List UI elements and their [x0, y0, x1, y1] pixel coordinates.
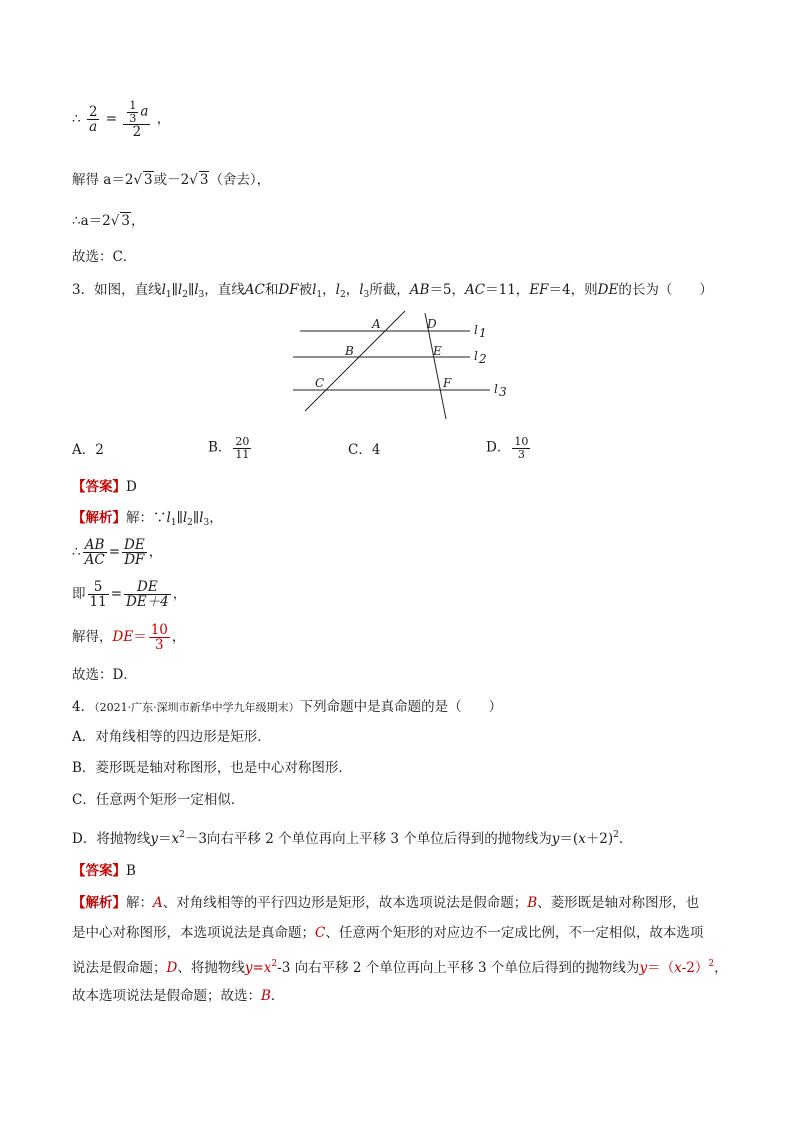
denominator: 3	[129, 111, 137, 125]
coefficient: 2	[102, 213, 111, 229]
subscript: 1	[316, 290, 323, 300]
choose-line	[72, 247, 136, 267]
variable-de: DE	[112, 629, 134, 646]
subscript: 1	[165, 290, 172, 300]
numerator: 2	[88, 103, 98, 120]
variable-y: y	[150, 831, 158, 847]
text: 、菱形既是轴对称图形，也	[537, 895, 700, 911]
denominator: 11	[235, 447, 250, 461]
text: 所截，	[369, 282, 410, 298]
fraction-ab-ac	[83, 538, 107, 567]
segment-ac: AC	[465, 282, 486, 298]
analysis-tag: 【解析】	[72, 895, 126, 911]
l-symbol: l	[194, 282, 199, 298]
numerator: 10	[514, 435, 529, 448]
text: ，	[148, 544, 163, 561]
text: -2）	[681, 960, 709, 976]
radicand: 3	[199, 172, 209, 188]
text: 说法是假命题；	[72, 960, 167, 976]
segment-df: DF	[278, 282, 299, 298]
label-l1: l	[474, 323, 478, 337]
option-d[interactable]	[486, 436, 532, 460]
text: 被	[298, 282, 313, 298]
numerator: 1	[129, 99, 137, 112]
denominator: 11	[89, 594, 107, 611]
option-ref: B	[527, 895, 538, 911]
subscript: 3	[198, 290, 205, 300]
option-ref: D	[166, 960, 178, 976]
option-ref: C	[315, 925, 326, 941]
segment-ab: AB	[409, 282, 430, 298]
text: 解：	[126, 895, 153, 911]
parallel-sign: ∥	[192, 510, 200, 526]
variable-y: y	[244, 960, 253, 976]
fraction-de-df	[122, 538, 147, 567]
text: D．将抛物线	[72, 831, 151, 847]
exponent: 2	[708, 959, 715, 969]
equation-ratio	[72, 538, 162, 567]
denominator: DE＋4	[126, 594, 169, 611]
exponent: 2	[271, 959, 278, 969]
denominator: 2	[132, 124, 142, 141]
equation-proportion	[72, 100, 170, 139]
option-d-q4[interactable]	[72, 825, 632, 849]
numerator: AB	[83, 538, 107, 553]
text: 3．如图，直线	[72, 282, 162, 298]
subscript: 3	[363, 290, 370, 300]
text: ，	[345, 282, 360, 298]
analysis-q4-line2	[72, 923, 703, 943]
parallel-sign: ∥	[187, 282, 195, 298]
analysis-tag: 【解析】	[72, 510, 126, 526]
text: A．对角线相等的四边形是矩形．	[72, 729, 271, 745]
denominator: DF	[124, 552, 145, 569]
solved-line	[72, 623, 185, 652]
fraction-one-third	[127, 100, 138, 124]
equals-sign: =	[105, 111, 118, 128]
compound-numerator	[123, 100, 150, 125]
numerator: 20	[235, 435, 250, 448]
text: 解得，	[72, 629, 113, 646]
fraction-2-over-a	[87, 105, 100, 134]
option-c[interactable]	[348, 440, 380, 460]
coefficient: 2	[180, 172, 190, 188]
option-a-text: A．2	[72, 442, 104, 458]
therefore-sign: ∴	[72, 544, 81, 561]
exponent: 2	[613, 830, 619, 840]
subscript: 2	[339, 290, 346, 300]
answer-value: B	[126, 863, 136, 879]
text: -3 向右平移 2 个单位再向上平移 3 个单位后得到的抛物线为	[277, 960, 640, 976]
text: ＝（	[647, 960, 675, 976]
text: ，直线	[204, 282, 245, 298]
text: ，	[322, 282, 336, 298]
text: 或－	[153, 172, 181, 188]
answer-value: D	[126, 479, 137, 495]
label-f: F	[443, 376, 452, 390]
text: 、对角线相等的平行四边形是矩形，故本选项说法是假命题；	[162, 895, 528, 911]
label-b: B	[345, 344, 354, 358]
variable-x: x	[171, 831, 180, 847]
variable-x: x	[578, 831, 586, 847]
parallel-lines-figure	[285, 308, 515, 423]
equals-sign: ＝	[157, 831, 172, 847]
text: 故本选项说法是假命题；故选：	[72, 988, 261, 1004]
text: B．菱形既是轴对称图形，也是中心对称图形．	[72, 760, 352, 776]
l-symbol: l	[161, 282, 166, 298]
analysis-q4-line1	[72, 893, 699, 913]
text: C．任意两个矩形一定相似．	[72, 792, 245, 808]
numerator: 10	[150, 622, 168, 638]
text: 即	[72, 586, 86, 603]
compound-fraction	[123, 100, 150, 139]
denominator: AC	[84, 552, 105, 569]
text: ，	[209, 510, 223, 526]
text: 和	[264, 282, 279, 298]
text: ．	[270, 988, 285, 1004]
text: 解得 a＝	[72, 172, 125, 188]
text: =	[252, 960, 264, 976]
answer-line-q4	[72, 861, 136, 881]
punctuation: ，	[156, 111, 171, 128]
segment-de: DE	[597, 282, 619, 298]
option-a-q4[interactable]	[72, 727, 271, 747]
numerator: DE	[124, 580, 171, 595]
option-ref: A	[153, 895, 163, 911]
coefficient: 2	[124, 172, 134, 188]
variable-x: x	[674, 960, 682, 976]
subscript: 2	[187, 518, 193, 528]
text: ，	[714, 960, 728, 976]
question-3-stem	[72, 280, 713, 305]
exponent: 2	[179, 830, 185, 840]
label-l3: l	[494, 382, 498, 396]
text: ＝5，	[429, 282, 466, 298]
text: 、任意两个矩形的对应边不一定成比例，不一定相似，故本选项	[325, 925, 704, 941]
label-e: E	[433, 344, 442, 358]
label-a: A	[372, 317, 381, 331]
equals-sign: ＝	[133, 629, 147, 646]
label-l1-sub: 1	[479, 326, 487, 340]
numerator: 5	[88, 580, 109, 595]
variable-y: y	[551, 831, 560, 847]
text: ∴a＝	[72, 213, 103, 229]
subscript: 3	[203, 518, 210, 528]
text: ＝11，	[485, 282, 530, 298]
equals-sign: =	[110, 586, 122, 603]
text: ，	[172, 586, 187, 603]
label-d: D	[427, 317, 437, 331]
equals-sign: =	[108, 544, 120, 561]
question-4-stem	[72, 697, 502, 718]
answer-tag: 【答案】	[72, 479, 126, 495]
result-line: ∴a＝2√ 3，	[72, 213, 145, 229]
answer-tag: 【答案】	[72, 863, 126, 879]
solution-line: 解得 a＝2√ 3或－2√ 3（舍去），	[72, 172, 271, 188]
parallel-sign: ∥	[176, 510, 183, 526]
denominator: a	[89, 119, 98, 136]
text: 、将抛物线	[177, 960, 245, 976]
analysis-q4-line4	[72, 986, 284, 1006]
option-b-q4[interactable]	[72, 758, 352, 778]
text: 解：∵	[126, 510, 167, 526]
numerator: DE	[124, 537, 145, 553]
label-l2: l	[474, 349, 478, 363]
text: ＋2)	[585, 831, 614, 847]
choose-line-q3	[72, 665, 137, 685]
analysis-line-q3	[72, 508, 223, 533]
text: 是中心对称图形，本选项说法是真命题；	[72, 925, 315, 941]
variable-x: x	[263, 960, 272, 976]
segment-ac: AC	[244, 282, 265, 298]
text: ，	[171, 629, 186, 646]
text: 下列命题中是真命题的是（ ）	[299, 699, 503, 715]
equation-substituted	[72, 580, 186, 609]
option-b[interactable]	[208, 436, 253, 460]
radicand: 3	[121, 213, 130, 229]
option-c-text: C．4	[348, 442, 381, 458]
denominator: 3	[154, 637, 164, 654]
text: 故选：D．	[72, 667, 137, 683]
text: 的长为（ ）	[618, 282, 713, 298]
option-a[interactable]	[72, 440, 104, 460]
option-b-label: B．	[208, 439, 232, 456]
option-c-q4[interactable]	[72, 790, 244, 810]
denominator: 3	[517, 447, 525, 461]
fraction-de-over-de-plus-4	[124, 580, 171, 609]
text: ＝4，则	[548, 282, 598, 298]
l-symbol: l	[166, 510, 171, 526]
fraction-10-over-3	[512, 436, 530, 460]
label-c: C	[315, 376, 325, 390]
radicand: 3	[144, 172, 153, 188]
fraction-10-3	[149, 623, 170, 652]
variable-y: y	[639, 960, 648, 976]
label-l2-sub: 2	[479, 352, 487, 366]
parallel-sign: ∥	[171, 282, 178, 298]
question-source: （2021·广东·深圳市新华中学九年级期末）	[94, 701, 300, 714]
l-symbol: l	[199, 510, 204, 526]
text: （舍去），	[209, 172, 271, 188]
l-symbol: l	[177, 282, 183, 298]
segment-ef: EF	[529, 282, 549, 298]
text: －3	[184, 831, 207, 847]
l-symbol: l	[335, 282, 340, 298]
subscript: 2	[182, 290, 188, 300]
option-d-label: D．	[486, 439, 511, 456]
analysis-q4-line3	[72, 954, 728, 978]
l-symbol: l	[312, 282, 317, 298]
text: ＝(	[559, 831, 579, 847]
l-symbol: l	[359, 282, 364, 298]
answer-line-q3	[72, 477, 137, 497]
text: ．	[618, 831, 633, 847]
text: 向右平移 2 个单位再向上平移 3 个单位后得到的抛物线为	[206, 831, 552, 847]
option-ref: B	[261, 988, 271, 1004]
text: ，	[130, 213, 145, 229]
l-symbol: l	[182, 510, 188, 526]
transversal-ac	[305, 311, 405, 411]
label-l3-sub: 3	[499, 385, 507, 399]
question-number: 4．	[72, 699, 95, 715]
therefore-sign: ∴	[72, 111, 81, 128]
text: 故选：C．	[72, 249, 137, 265]
variable-a: a	[140, 103, 149, 120]
subscript: 1	[170, 518, 177, 528]
fraction-5-11	[88, 580, 109, 609]
fraction-20-over-11	[233, 436, 251, 460]
